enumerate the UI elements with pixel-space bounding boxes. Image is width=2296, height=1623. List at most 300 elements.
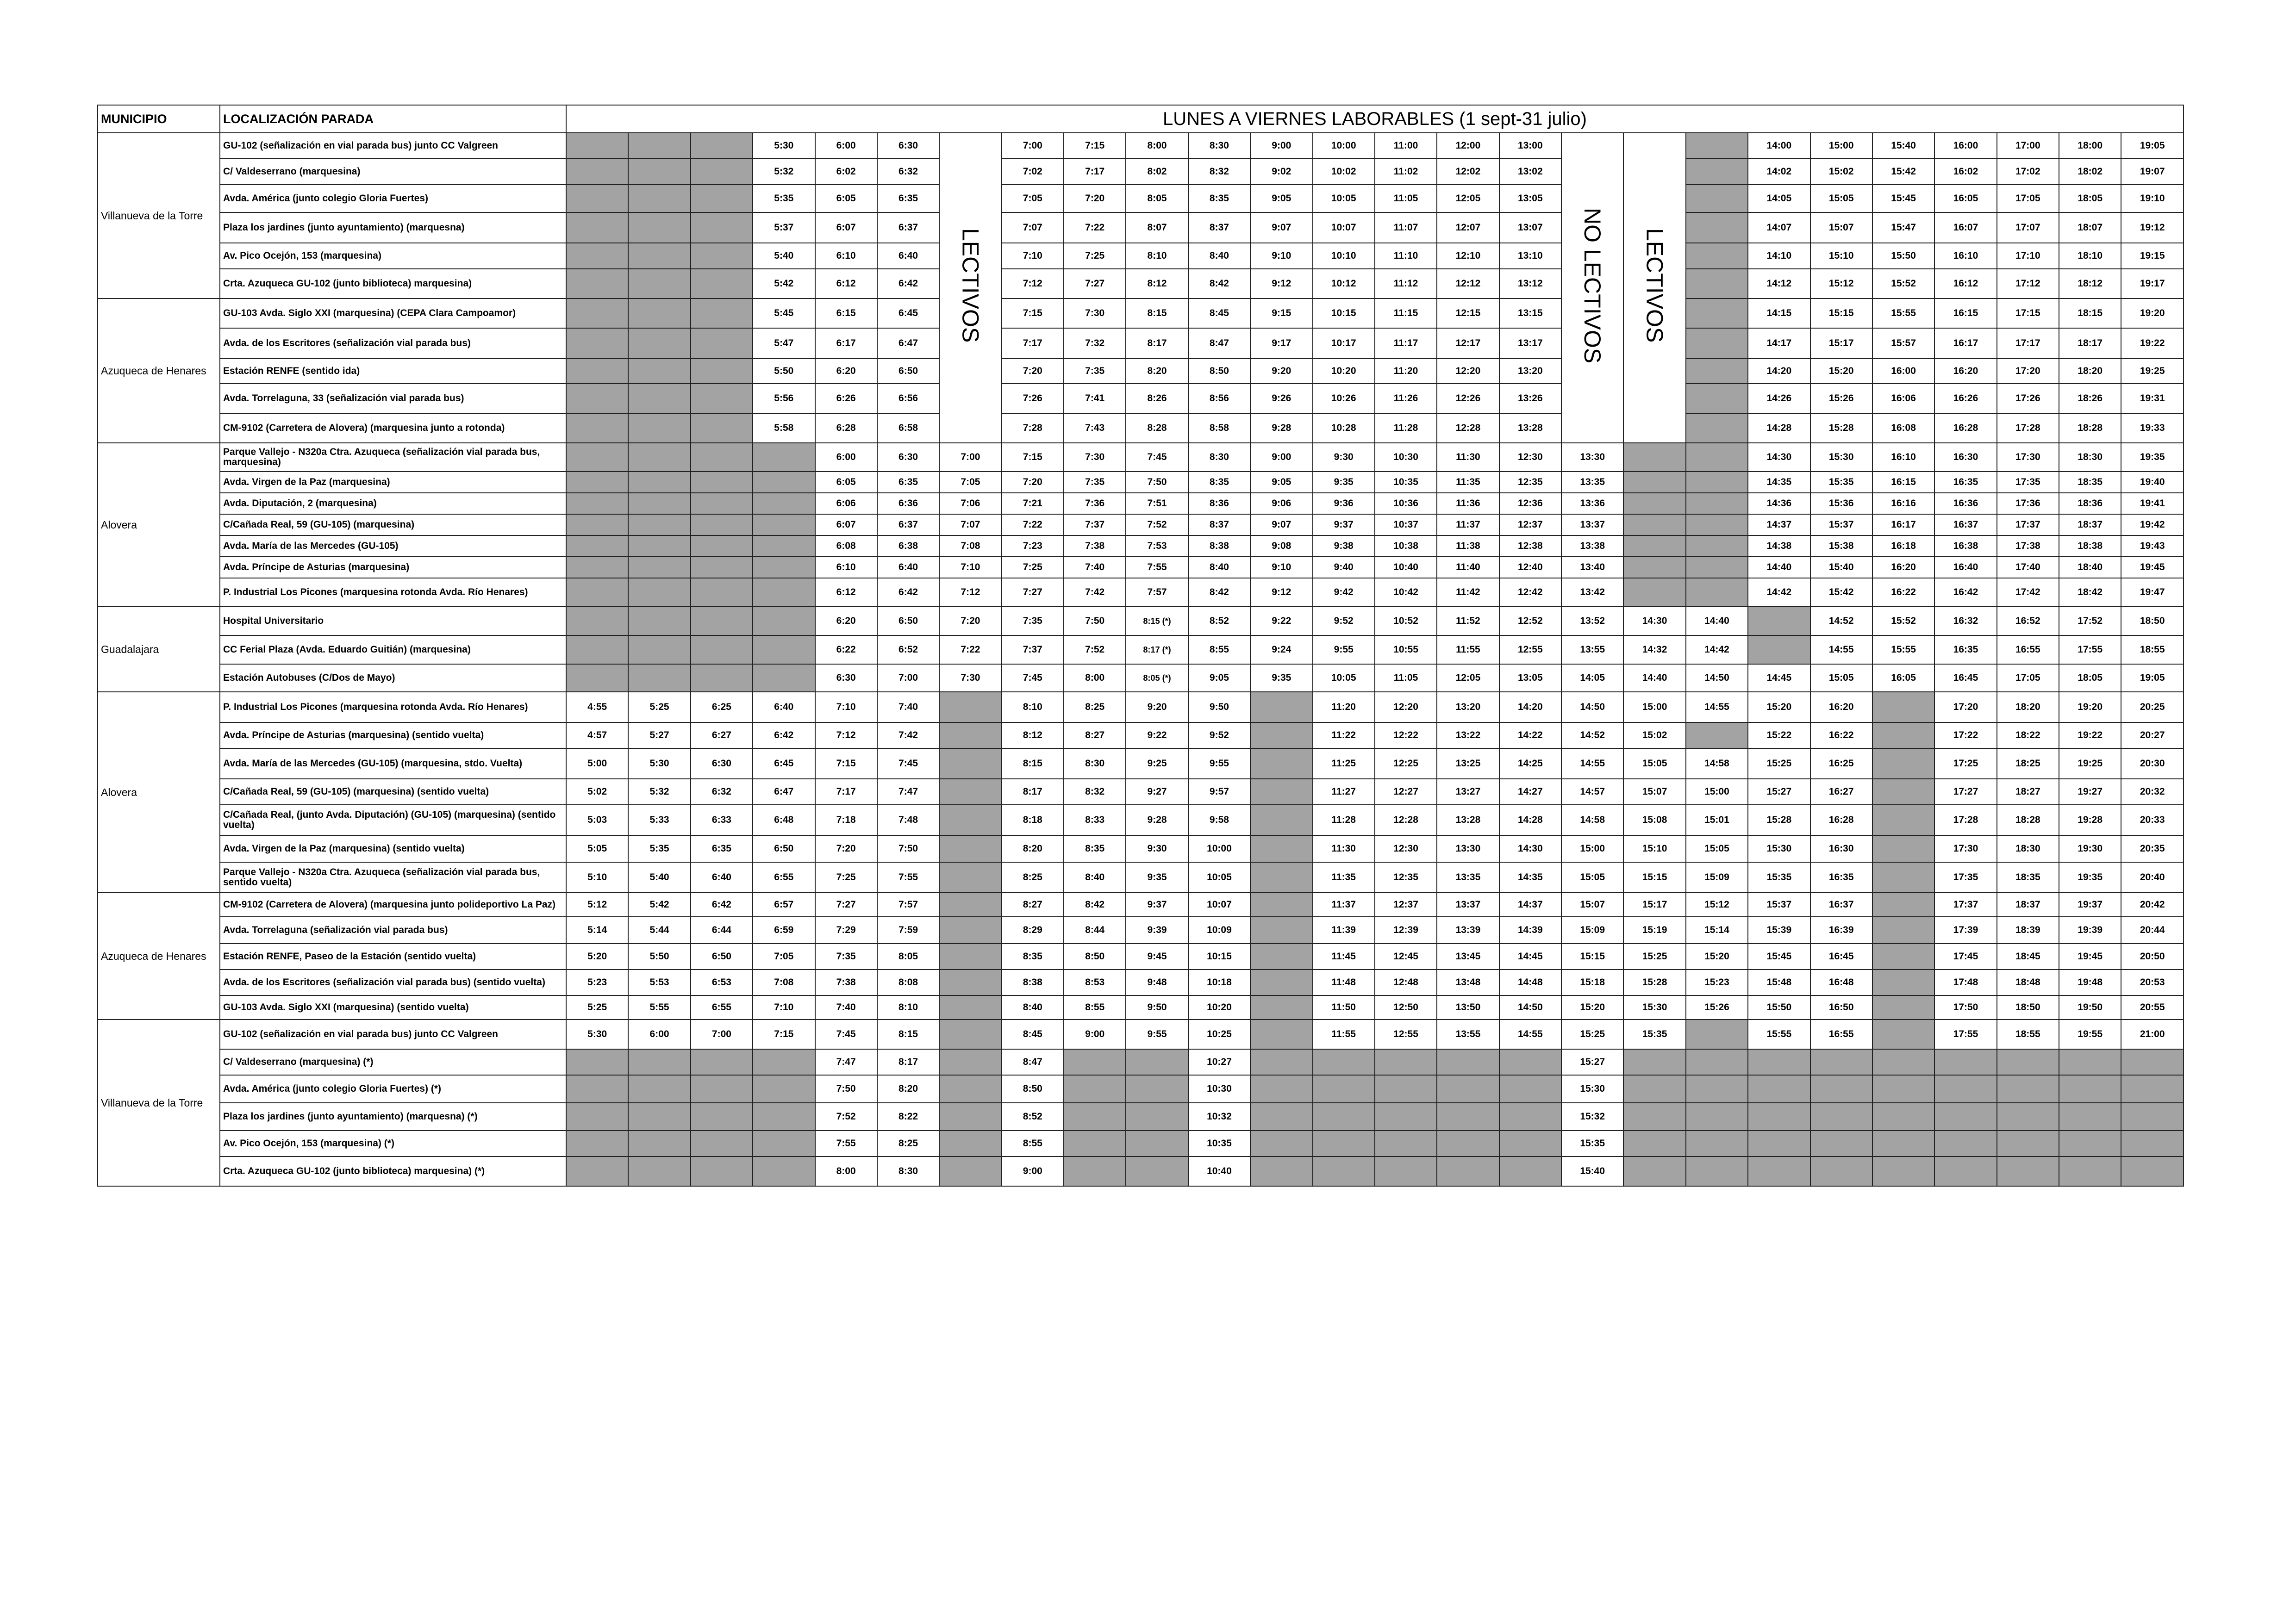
time-cell: [1872, 1075, 1934, 1103]
time-cell: 10:07: [1313, 212, 1375, 243]
time-cell: [1437, 1103, 1499, 1131]
time-cell: 16:17: [1934, 328, 1997, 359]
time-cell: 15:45: [1748, 944, 1810, 970]
time-cell: 7:15: [1002, 443, 1064, 472]
time-cell: 12:30: [1499, 443, 1561, 472]
time-cell: 10:18: [1188, 970, 1250, 995]
time-cell: [1934, 1131, 1997, 1157]
time-cell: 17:10: [1997, 243, 2059, 269]
time-cell: 9:52: [1313, 607, 1375, 635]
time-cell: 6:52: [877, 635, 939, 664]
time-cell: 9:30: [1313, 443, 1375, 472]
time-cell: [1748, 1049, 1810, 1075]
time-cell: 17:55: [2059, 635, 2121, 664]
time-cell: 18:40: [2059, 557, 2121, 578]
time-cell: 7:50: [815, 1075, 877, 1103]
time-cell: 10:40: [1188, 1157, 1250, 1186]
time-cell: 10:05: [1313, 185, 1375, 212]
time-cell: 17:55: [1934, 1020, 1997, 1049]
time-cell: 10:32: [1188, 1103, 1250, 1131]
time-cell: 14:50: [1561, 692, 1623, 722]
time-cell: 14:50: [1686, 664, 1748, 692]
time-cell: 10:38: [1375, 535, 1437, 557]
time-cell: [566, 359, 628, 384]
time-cell: 15:12: [1686, 893, 1748, 917]
time-cell: 8:30: [1064, 748, 1126, 779]
time-cell: [1872, 1103, 1934, 1131]
time-cell: 15:35: [1748, 862, 1810, 893]
table-row: [98, 1157, 2184, 1186]
time-cell: 9:07: [1250, 212, 1312, 243]
time-cell: 8:56: [1188, 384, 1250, 413]
time-cell: 17:48: [1934, 970, 1997, 995]
time-cell: 15:00: [1810, 133, 1872, 159]
time-cell: 19:07: [2121, 159, 2184, 185]
time-cell: [753, 1131, 815, 1157]
time-cell: 8:20: [1126, 359, 1188, 384]
time-cell: [939, 1075, 1001, 1103]
time-cell: 6:10: [815, 557, 877, 578]
time-cell: 6:30: [815, 664, 877, 692]
time-cell: 5:32: [628, 779, 690, 805]
time-cell: 16:16: [1872, 493, 1934, 514]
time-cell: 6:00: [628, 1020, 690, 1049]
time-cell: 8:17: [877, 1049, 939, 1075]
time-cell: 5:32: [753, 159, 815, 185]
time-cell: 18:25: [1997, 748, 2059, 779]
time-cell: [628, 269, 690, 298]
time-cell: 16:40: [1934, 557, 1997, 578]
time-cell: 16:00: [1872, 359, 1934, 384]
time-cell: 13:35: [1561, 472, 1623, 493]
time-cell: 14:58: [1686, 748, 1748, 779]
time-cell: 9:37: [1126, 893, 1188, 917]
time-cell: 7:00: [691, 1020, 753, 1049]
time-cell: 16:35: [1934, 635, 1997, 664]
no-lectivos-label: [1561, 133, 1623, 443]
stop-location: Estación RENFE, Paseo de la Estación (sentido vuelta): [220, 944, 566, 970]
time-cell: 15:40: [1561, 1157, 1623, 1186]
time-cell: 18:07: [2059, 212, 2121, 243]
time-cell: 7:36: [1064, 493, 1126, 514]
time-cell: 7:05: [1002, 185, 1064, 212]
time-cell: [628, 359, 690, 384]
time-cell: [1250, 692, 1312, 722]
time-cell: 18:27: [1997, 779, 2059, 805]
time-cell: [753, 472, 815, 493]
table-row: [98, 557, 2184, 578]
time-cell: 19:25: [2059, 748, 2121, 779]
time-cell: [566, 328, 628, 359]
time-cell: 9:40: [1313, 557, 1375, 578]
time-cell: 11:37: [1437, 514, 1499, 535]
time-cell: 11:36: [1437, 493, 1499, 514]
stop-location: Avda. María de las Mercedes (GU-105) (marquesina, stdo. Vuelta): [220, 748, 566, 779]
time-cell: 18:20: [2059, 359, 2121, 384]
time-cell: 5:30: [566, 1020, 628, 1049]
stop-location: C/Cañada Real, 59 (GU-105) (marquesina): [220, 514, 566, 535]
time-cell: 6:40: [877, 243, 939, 269]
table-row: [98, 384, 2184, 413]
table-row: [98, 443, 2184, 472]
time-cell: 8:25: [1002, 862, 1064, 893]
time-cell: 15:14: [1686, 917, 1748, 944]
time-cell: [1872, 779, 1934, 805]
time-cell: 15:28: [1623, 970, 1685, 995]
time-cell: 5:35: [628, 835, 690, 862]
time-cell: 7:00: [939, 443, 1001, 472]
time-cell: 6:20: [815, 607, 877, 635]
time-cell: 14:07: [1748, 212, 1810, 243]
time-cell: 17:22: [1934, 722, 1997, 748]
table-row: [98, 1131, 2184, 1157]
time-cell: [753, 607, 815, 635]
time-cell: [1686, 298, 1748, 328]
time-cell: 6:48: [753, 805, 815, 835]
time-cell: [753, 1157, 815, 1186]
time-cell: [2059, 1103, 2121, 1131]
time-cell: [1686, 578, 1748, 607]
table-row: [98, 862, 2184, 893]
time-cell: [939, 835, 1001, 862]
time-cell: 15:28: [1748, 805, 1810, 835]
time-cell: [1872, 835, 1934, 862]
time-cell: 9:00: [1002, 1157, 1064, 1186]
time-cell: [566, 1049, 628, 1075]
time-cell: 6:36: [877, 493, 939, 514]
time-cell: 15:55: [1748, 1020, 1810, 1049]
time-cell: 16:06: [1872, 384, 1934, 413]
time-cell: 15:20: [1686, 944, 1748, 970]
stop-location: P. Industrial Los Picones (marquesina rotonda Avda. Río Henares): [220, 692, 566, 722]
time-cell: 7:32: [1064, 328, 1126, 359]
stop-location: CM-9102 (Carretera de Alovera) (marquesina junto a rotonda): [220, 413, 566, 443]
time-cell: [566, 514, 628, 535]
time-cell: [2059, 1049, 2121, 1075]
time-cell: [566, 664, 628, 692]
time-cell: 14:28: [1748, 413, 1810, 443]
table-row: [98, 1049, 2184, 1075]
time-cell: [691, 472, 753, 493]
time-cell: [1623, 557, 1685, 578]
time-cell: [628, 298, 690, 328]
time-cell: 8:15: [1002, 748, 1064, 779]
time-cell: 7:57: [877, 893, 939, 917]
time-cell: 5:45: [753, 298, 815, 328]
time-cell: [566, 443, 628, 472]
time-cell: 11:05: [1375, 664, 1437, 692]
time-cell: 7:59: [877, 917, 939, 944]
time-cell: 8:40: [1188, 243, 1250, 269]
time-cell: [1250, 1131, 1312, 1157]
time-cell: 18:22: [1997, 722, 2059, 748]
time-cell: [1499, 1157, 1561, 1186]
time-cell: 5:37: [753, 212, 815, 243]
time-cell: 14:10: [1748, 243, 1810, 269]
time-cell: [1872, 692, 1934, 722]
time-cell: 19:05: [2121, 664, 2184, 692]
time-cell: 13:27: [1437, 779, 1499, 805]
time-cell: 9:26: [1250, 384, 1312, 413]
time-cell: 13:45: [1437, 944, 1499, 970]
stop-location: C/Cañada Real, 59 (GU-105) (marquesina) (sentido vuelta): [220, 779, 566, 805]
time-cell: [566, 269, 628, 298]
stop-location: CC Ferial Plaza (Avda. Eduardo Guitián) (marquesina): [220, 635, 566, 664]
time-cell: 8:37: [1188, 212, 1250, 243]
time-cell: 15:15: [1561, 944, 1623, 970]
time-cell: 12:38: [1499, 535, 1561, 557]
time-cell: 5:30: [753, 133, 815, 159]
time-cell: 9:08: [1250, 535, 1312, 557]
time-cell: 5:47: [753, 328, 815, 359]
time-cell: [1686, 328, 1748, 359]
time-cell: 15:32: [1561, 1103, 1623, 1131]
time-cell: 19:41: [2121, 493, 2184, 514]
time-cell: 14:25: [1499, 748, 1561, 779]
time-cell: 10:42: [1375, 578, 1437, 607]
time-cell: 13:55: [1561, 635, 1623, 664]
time-cell: 5:53: [628, 970, 690, 995]
time-cell: 20:55: [2121, 995, 2184, 1020]
time-cell: 6:20: [815, 359, 877, 384]
time-cell: [753, 1103, 815, 1131]
time-cell: [691, 384, 753, 413]
time-cell: 19:45: [2121, 557, 2184, 578]
time-cell: 12:52: [1499, 607, 1561, 635]
time-cell: 20:27: [2121, 722, 2184, 748]
time-cell: [939, 692, 1001, 722]
time-cell: 15:07: [1623, 779, 1685, 805]
time-cell: [1748, 635, 1810, 664]
time-cell: 15:35: [1623, 1020, 1685, 1049]
time-cell: 4:55: [566, 692, 628, 722]
time-cell: 11:55: [1437, 635, 1499, 664]
time-cell: 16:07: [1934, 212, 1997, 243]
time-cell: [566, 535, 628, 557]
time-cell: [628, 413, 690, 443]
time-cell: 13:20: [1499, 359, 1561, 384]
time-cell: 6:25: [691, 692, 753, 722]
time-cell: 11:26: [1375, 384, 1437, 413]
time-cell: 10:02: [1313, 159, 1375, 185]
time-cell: 5:35: [753, 185, 815, 212]
time-cell: [691, 578, 753, 607]
time-cell: 17:38: [1997, 535, 2059, 557]
time-cell: 9:50: [1126, 995, 1188, 1020]
time-cell: 11:50: [1313, 995, 1375, 1020]
time-cell: [1250, 1103, 1312, 1131]
time-cell: 6:12: [815, 578, 877, 607]
time-cell: 17:20: [1934, 692, 1997, 722]
time-cell: 14:12: [1748, 269, 1810, 298]
time-cell: 13:17: [1499, 328, 1561, 359]
time-cell: 8:27: [1064, 722, 1126, 748]
time-cell: [1623, 472, 1685, 493]
time-cell: 9:35: [1313, 472, 1375, 493]
time-cell: 6:02: [815, 159, 877, 185]
time-cell: [1126, 1075, 1188, 1103]
stop-location: Avda. de los Escritores (señalización vial parada bus): [220, 328, 566, 359]
time-cell: 5:33: [628, 805, 690, 835]
time-cell: 14:57: [1561, 779, 1623, 805]
time-cell: 8:35: [1188, 472, 1250, 493]
time-cell: 20:50: [2121, 944, 2184, 970]
time-cell: 9:52: [1188, 722, 1250, 748]
time-cell: 16:26: [1934, 384, 1997, 413]
time-cell: [1250, 995, 1312, 1020]
time-cell: 11:42: [1437, 578, 1499, 607]
time-cell: [1872, 995, 1934, 1020]
time-cell: 8:55: [1002, 1131, 1064, 1157]
time-cell: [628, 557, 690, 578]
time-cell: [691, 1131, 753, 1157]
time-cell: 6:32: [877, 159, 939, 185]
time-cell: 7:42: [1064, 578, 1126, 607]
time-cell: 19:22: [2059, 722, 2121, 748]
table-row: [98, 805, 2184, 835]
time-cell: 8:33: [1064, 805, 1126, 835]
time-cell: 8:44: [1064, 917, 1126, 944]
time-cell: 17:27: [1934, 779, 1997, 805]
vertical-label-text: LECTIVOS: [957, 228, 984, 343]
time-cell: 7:12: [939, 578, 1001, 607]
stop-location: Avda. Virgen de la Paz (marquesina) (sentido vuelta): [220, 835, 566, 862]
time-cell: 6:50: [753, 835, 815, 862]
time-cell: [1872, 1049, 1934, 1075]
time-cell: 20:33: [2121, 805, 2184, 835]
time-cell: 18:50: [1997, 995, 2059, 1020]
time-cell: [691, 1157, 753, 1186]
time-cell: [1810, 1157, 1872, 1186]
time-cell: 10:07: [1188, 893, 1250, 917]
time-cell: 8:25: [877, 1131, 939, 1157]
municipality-cell: Azuqueca de Henares: [98, 893, 220, 1020]
time-cell: [691, 1075, 753, 1103]
time-cell: 6:47: [753, 779, 815, 805]
stop-location: Estación Autobuses (C/Dos de Mayo): [220, 664, 566, 692]
time-cell: 14:38: [1748, 535, 1810, 557]
time-cell: 19:15: [2121, 243, 2184, 269]
time-cell: 11:17: [1375, 328, 1437, 359]
time-cell: 7:20: [1064, 185, 1126, 212]
time-cell: 8:07: [1126, 212, 1188, 243]
time-cell: 19:20: [2121, 298, 2184, 328]
time-cell: [1064, 1103, 1126, 1131]
time-cell: [1872, 893, 1934, 917]
time-cell: 9:30: [1126, 835, 1188, 862]
time-cell: 7:27: [1064, 269, 1126, 298]
time-cell: 11:28: [1375, 413, 1437, 443]
time-cell: 14:37: [1499, 893, 1561, 917]
time-cell: 9:28: [1250, 413, 1312, 443]
time-cell: 17:50: [1934, 995, 1997, 1020]
time-cell: 7:20: [1002, 472, 1064, 493]
time-cell: 6:07: [815, 212, 877, 243]
time-cell: [1872, 862, 1934, 893]
lectivos-label: [939, 133, 1001, 443]
time-cell: 7:22: [1002, 514, 1064, 535]
time-cell: [2121, 1103, 2184, 1131]
time-cell: 9:17: [1250, 328, 1312, 359]
time-cell: 14:55: [1810, 635, 1872, 664]
time-cell: [1499, 1103, 1561, 1131]
time-cell: 5:00: [566, 748, 628, 779]
time-cell: 21:00: [2121, 1020, 2184, 1049]
time-cell: 14:00: [1748, 133, 1810, 159]
time-cell: 9:35: [1250, 664, 1312, 692]
time-cell: 8:20: [877, 1075, 939, 1103]
time-cell: 5:25: [628, 692, 690, 722]
time-cell: 12:15: [1437, 298, 1499, 328]
stop-location: Crta. Azuqueca GU-102 (junto biblioteca) marquesina) (*): [220, 1157, 566, 1186]
time-cell: 13:38: [1561, 535, 1623, 557]
time-cell: 15:05: [1623, 748, 1685, 779]
time-cell: [1250, 1020, 1312, 1049]
time-cell: 7:05: [753, 944, 815, 970]
time-cell: 17:20: [1997, 359, 2059, 384]
time-cell: [566, 413, 628, 443]
time-cell: 12:10: [1437, 243, 1499, 269]
header-row: [98, 105, 2184, 133]
time-cell: 15:17: [1810, 328, 1872, 359]
time-cell: 5:10: [566, 862, 628, 893]
time-cell: 16:20: [1934, 359, 1997, 384]
time-cell: 18:38: [2059, 535, 2121, 557]
time-cell: 15:37: [1748, 893, 1810, 917]
time-cell: [1686, 443, 1748, 472]
time-cell: 20:30: [2121, 748, 2184, 779]
time-cell: 7:08: [753, 970, 815, 995]
time-cell: 20:53: [2121, 970, 2184, 995]
table-row: [98, 664, 2184, 692]
time-cell: 8:10: [877, 995, 939, 1020]
time-cell: 11:35: [1313, 862, 1375, 893]
time-cell: 7:25: [1002, 557, 1064, 578]
municipality-cell: Villanueva de la Torre: [98, 1020, 220, 1186]
stop-location: GU-103 Avda. Siglo XXI (marquesina) (sentido vuelta): [220, 995, 566, 1020]
time-cell: [1872, 1020, 1934, 1049]
time-cell: 11:30: [1313, 835, 1375, 862]
time-cell: 19:05: [2121, 133, 2184, 159]
table-row: [98, 835, 2184, 862]
time-cell: 6:44: [691, 917, 753, 944]
time-cell: 12:37: [1375, 893, 1437, 917]
municipality-cell: Guadalajara: [98, 607, 220, 692]
time-cell: 19:40: [2121, 472, 2184, 493]
time-cell: 8:38: [1002, 970, 1064, 995]
stop-location: GU-102 (señalización en vial parada bus) junto CC Valgreen: [220, 1020, 566, 1049]
time-cell: 6:59: [753, 917, 815, 944]
time-cell: 14:45: [1499, 944, 1561, 970]
time-cell: [1623, 443, 1685, 472]
stop-location: Avda. América (junto colegio Gloria Fuertes): [220, 185, 566, 212]
time-cell: 11:45: [1313, 944, 1375, 970]
time-cell: [691, 185, 753, 212]
time-cell: 7:29: [815, 917, 877, 944]
time-cell: 18:20: [1997, 692, 2059, 722]
time-cell: 8:12: [1126, 269, 1188, 298]
time-cell: 7:17: [1002, 328, 1064, 359]
time-cell: 16:39: [1810, 917, 1872, 944]
time-cell: 11:20: [1313, 692, 1375, 722]
time-cell: 7:06: [939, 493, 1001, 514]
time-cell: 13:28: [1437, 805, 1499, 835]
time-cell: [753, 514, 815, 535]
time-cell: 5:42: [628, 893, 690, 917]
time-cell: [691, 413, 753, 443]
time-cell: 15:26: [1686, 995, 1748, 1020]
time-cell: 16:37: [1810, 893, 1872, 917]
